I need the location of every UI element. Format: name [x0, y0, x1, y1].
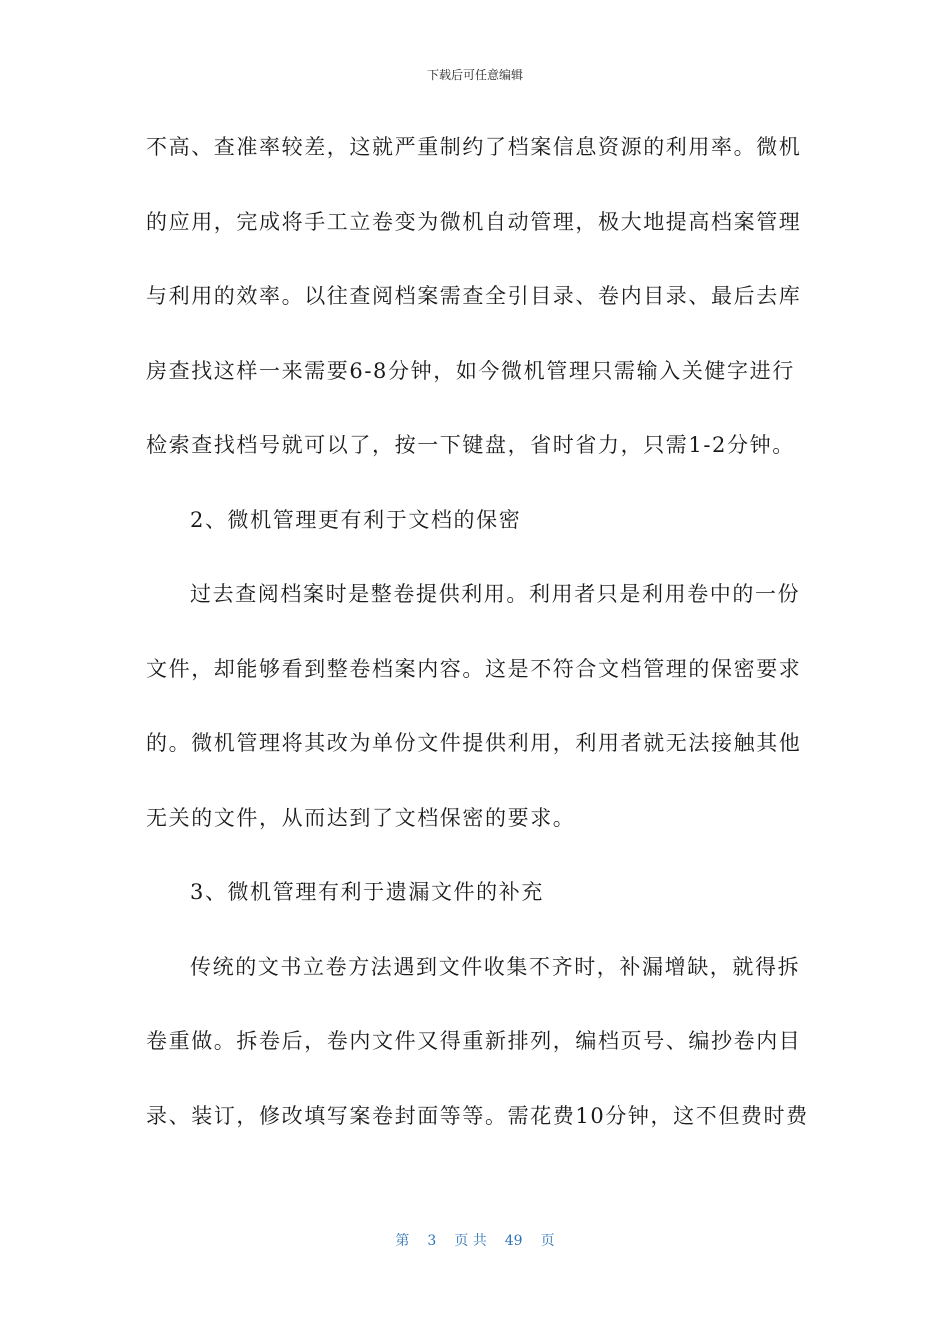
- text-line: 的应用，完成将手工立卷变为微机自动管理，极大地提高档案管理: [146, 209, 802, 234]
- text-line: 文件，却能够看到整卷档案内容。这是不符合文档管理的保密要求: [146, 656, 802, 681]
- text-line: 卷重做。拆卷后，卷内文件又得重新排列，编档页号、编抄卷内目: [146, 1029, 802, 1053]
- document-body: [146, 130, 809, 1173]
- section-heading: 2、微机管理更有利于文档的保密: [190, 507, 522, 532]
- footer-label-ye: 页: [540, 1233, 555, 1249]
- text-line: 的。微机管理将其改为单份文件提供利用，利用者就无法接触其他: [146, 731, 802, 755]
- section-heading: 3、微机管理有利于遗漏文件的补充: [190, 880, 544, 904]
- text-line: 检索查找档号就可以了，按一下键盘，省时省力，只需1-2分钟。: [146, 433, 795, 457]
- total-pages-number: 49: [504, 1233, 523, 1249]
- text-line: 房查找这样一来需要6-8分钟，如今微机管理只需输入关健字进行: [146, 358, 795, 383]
- current-page-number: 3: [427, 1233, 437, 1249]
- footer-label-ye-gong: 页 共: [454, 1233, 487, 1249]
- text-line: 与利用的效率。以往查阅档案需查全引目录、卷内目录、最后去库: [146, 284, 802, 308]
- page-footer: [0, 1230, 950, 1250]
- paragraph-first-line: 传统的文书立卷方法遇到文件收集不齐时，补漏增缺，就得拆: [190, 954, 801, 979]
- page-header: 下载后可任意编辑: [426, 68, 523, 82]
- paragraph-first-line: 过去查阅档案时是整卷提供利用。利用者只是利用卷中的一份: [190, 582, 801, 606]
- text-line: 不高、查准率较差，这就严重制约了档案信息资源的利用率。微机: [146, 135, 802, 159]
- text-line: 录、装订，修改填写案卷封面等等。需花费10分钟，这不但费时费: [146, 1103, 809, 1128]
- text-line: 无关的文件，从而达到了文档保密的要求。: [146, 805, 576, 830]
- footer-label-di: 第: [395, 1233, 410, 1249]
